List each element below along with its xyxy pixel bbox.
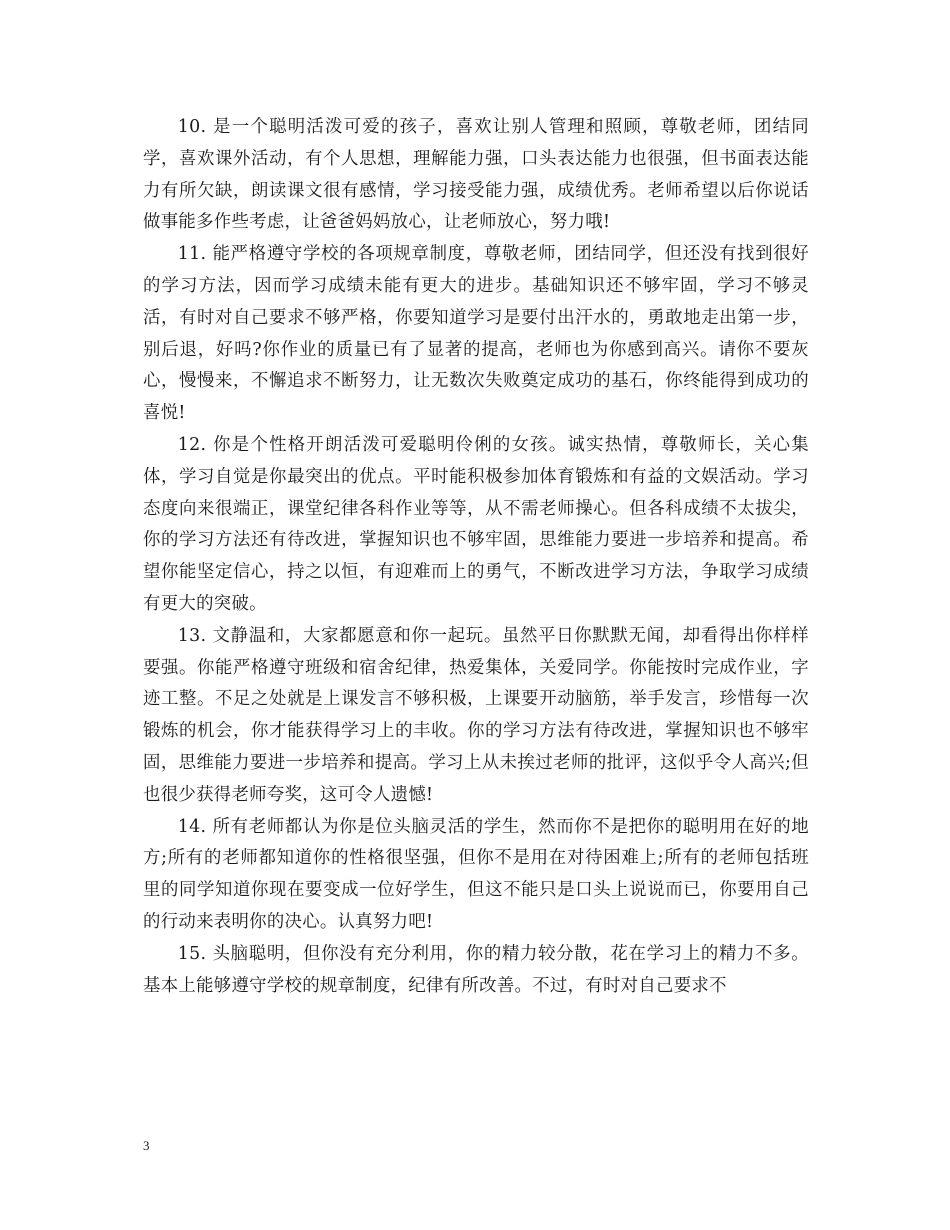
paragraph-12: 12. 你是个性格开朗活泼可爱聪明伶俐的女孩。诚实热情，尊敬师长，关心集体，学习自觉是你最突出的优点。平时能积极参加体育锻炼和有益的文娱活动。学习态度向来很端正，课堂纪律各科作业等等，从不需老师操心。但各科成绩不太拔尖，你的学习方法还有待改进，掌握知识也不够牢固，思维能力要进一步培养和提高。希望你能坚定信心，持之以恒，有迎难而上的勇气，不断改进学习方法，争取学习成绩有更大的突破。	[143, 434, 809, 614]
paragraph-15: 15. 头脑聪明，但你没有充分利用，你的精力较分散，花在学习上的精力不多。基本上能够遵守学校的规章制度，纪律有所改善。不过，有时对自己要求不	[143, 943, 809, 996]
paragraph-11: 11. 能严格遵守学校的各项规章制度，尊敬老师，团结同学，但还没有找到很好的学习方法，因而学习成绩未能有更大的进步。基础知识还不够牢固，学习不够灵活，有时对自己要求不够严格，你要知道学习是要付出汗水的，勇敢地走出第一步，别后退，好吗?你作业的质量已有了显著的提高，老师也为你感到高兴。请你不要灰心，慢慢来，不懈追求不断努力，让无数次失败奠定成功的基石，你终能得到成功的喜悦!	[143, 244, 809, 424]
paragraph-13: 13. 文静温和，大家都愿意和你一起玩。虽然平日你默默无闻，却看得出你样样要强。你能严格遵守班级和宿舍纪律，热爱集体，关爱同学。你能按时完成作业，字迹工整。不足之处就是上课发言不够积极，上课要开动脑筋，举手发言，珍惜每一次锻炼的机会，你才能获得学习上的丰收。你的学习方法有待改进，掌握知识也不够牢固，思维能力要进一步培养和提高。学习上从未挨过老师的批评，这似乎令人高兴;但也很少获得老师夸奖，这可令人遗憾!	[143, 625, 809, 805]
paragraph-10: 10. 是一个聪明活泼可爱的孩子，喜欢让别人管理和照顾，尊敬老师，团结同学，喜欢课外活动，有个人思想，理解能力强，口头表达能力也很强，但书面表达能力有所欠缺，朗读课文很有感情，学习接受能力强，成绩优秀。老师希望以后你说话做事能多作些考虑，让爸爸妈妈放心，让老师放心，努力哦!	[143, 117, 809, 233]
document-body	[143, 112, 809, 1002]
paragraph-14: 14. 所有老师都认为你是位头脑灵活的学生，然而你不是把你的聪明用在好的地方;所有的老师都知道你的性格很坚强，但你不是用在对待困难上;所有的老师包括班里的同学知道你现在要变成一位好学生，但这不能只是口头上说说而已，你要用自己的行动来表明你的决心。认真努力吧!	[143, 816, 809, 932]
page-number: 3	[143, 1138, 150, 1153]
